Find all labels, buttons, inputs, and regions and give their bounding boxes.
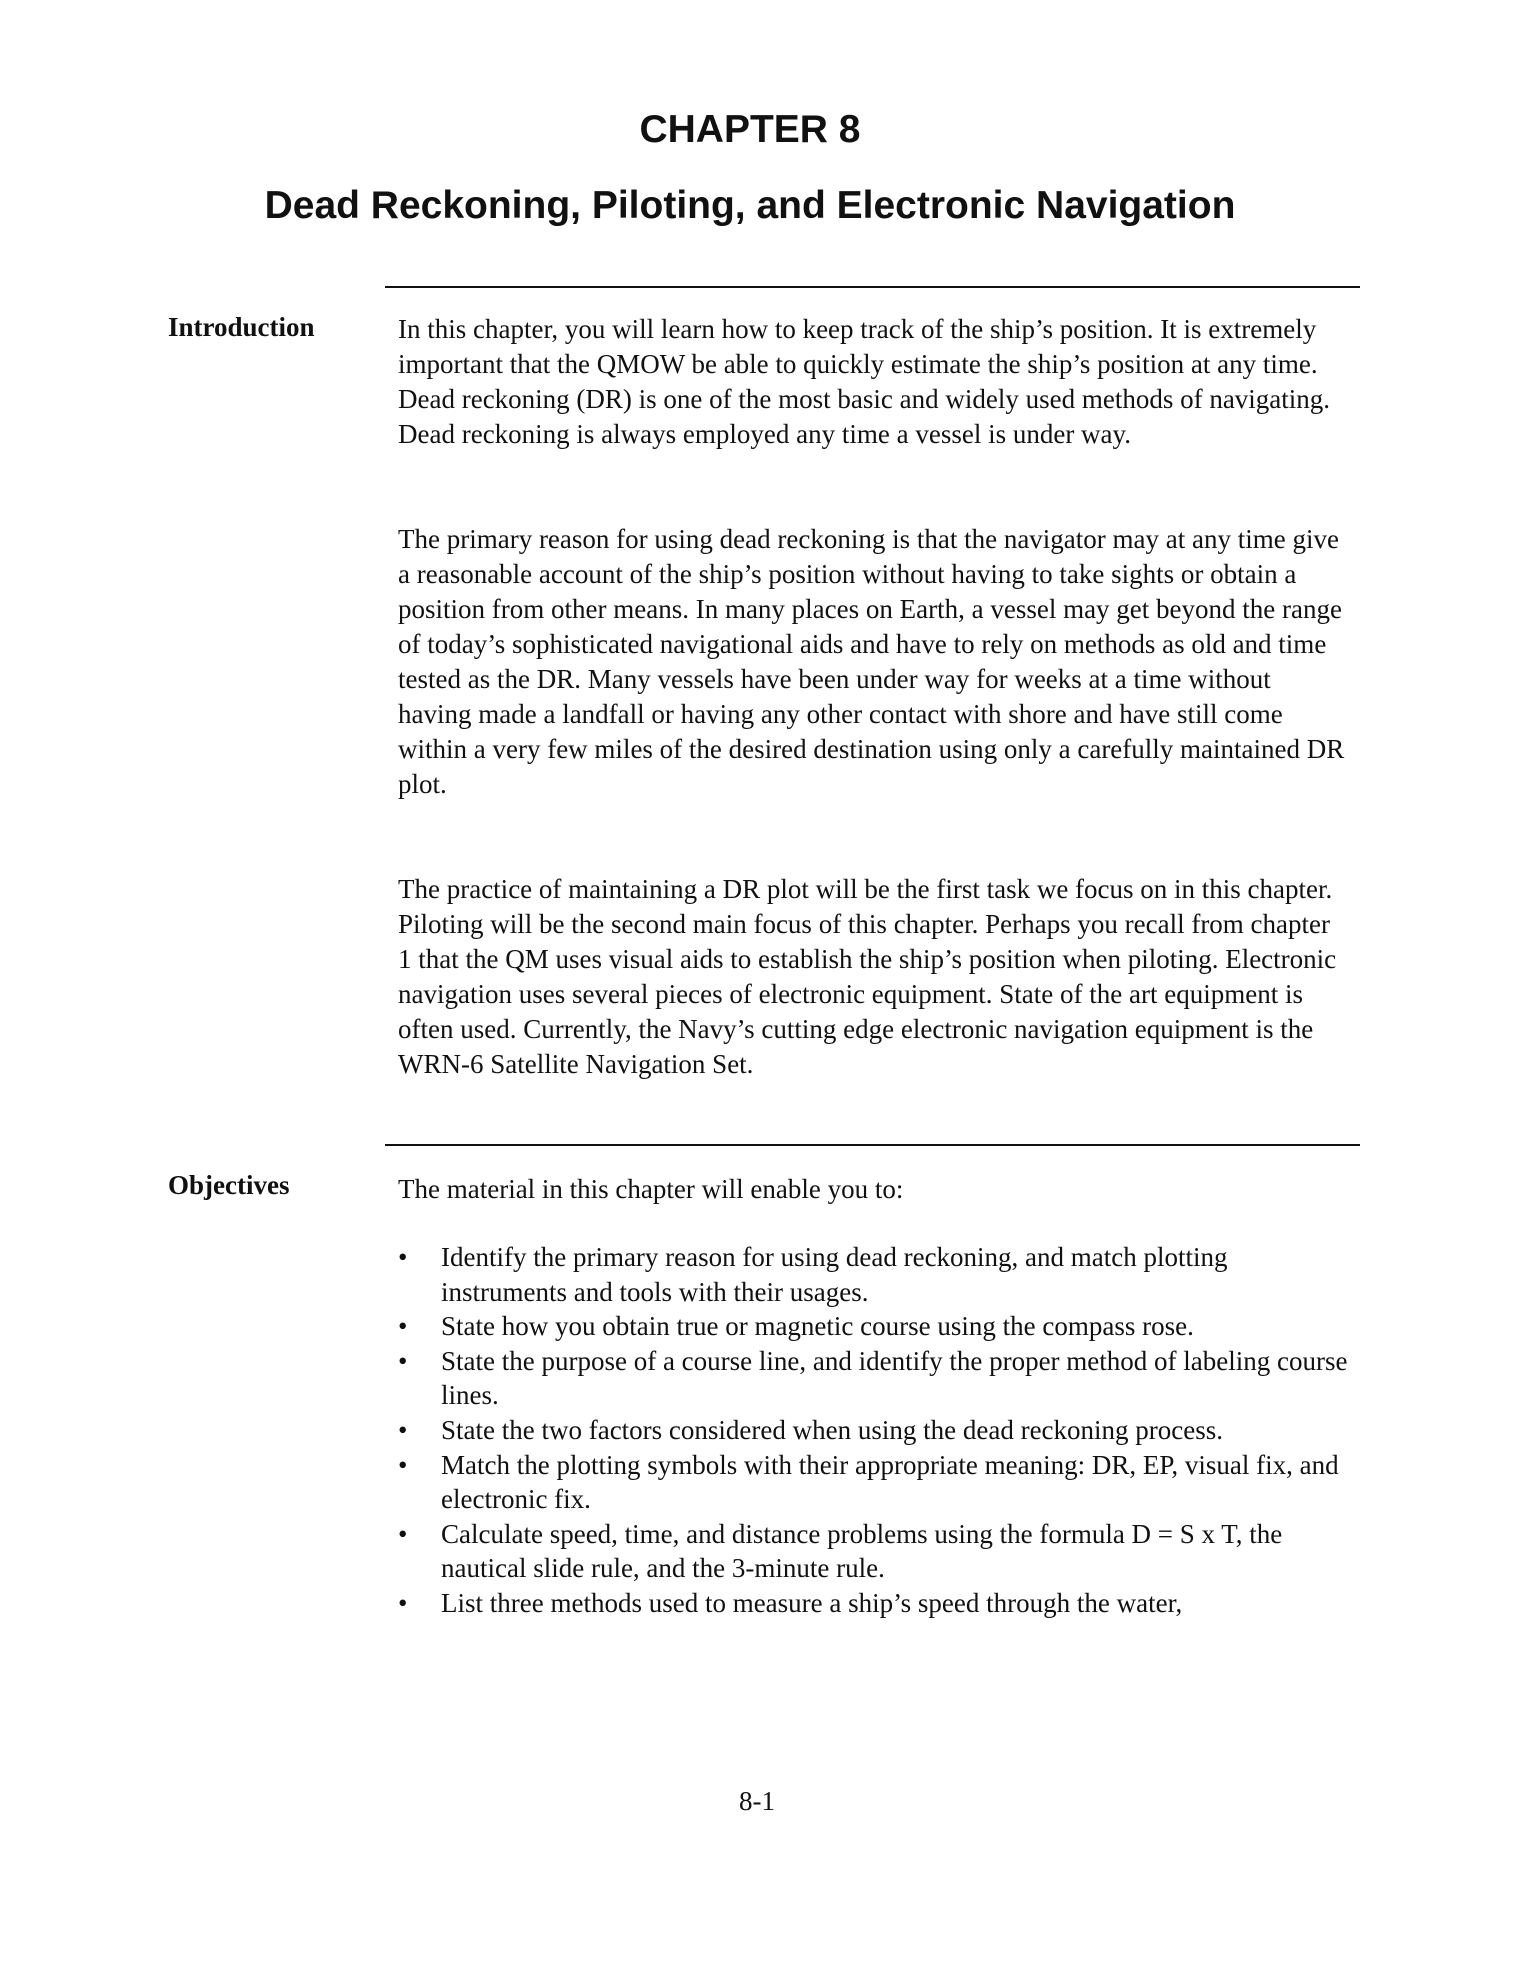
section-divider bbox=[385, 286, 1360, 288]
objective-item bbox=[398, 1413, 1348, 1448]
page-number: 8-1 bbox=[739, 1786, 775, 1816]
bullet-icon: • bbox=[398, 1345, 408, 1376]
chapter-title: Dead Reckoning, Piloting, and Electronic Navigation bbox=[264, 184, 1236, 227]
introduction-label: Introduction bbox=[168, 312, 315, 342]
objective-text: State how you obtain true or magnetic course using the compass rose. bbox=[441, 1311, 1194, 1342]
objective-item bbox=[398, 1309, 1348, 1344]
objective-item bbox=[398, 1344, 1348, 1413]
bullet-icon: • bbox=[398, 1242, 408, 1272]
bullet-icon: • bbox=[398, 1311, 408, 1342]
section-divider bbox=[385, 1144, 1360, 1146]
introduction-paragraph: The primary reason for using dead reckoning is that the navigator may at any time give a reasonable account of the ship’s position without having to take sights or obtain a position from other means. In many places on Earth, a vessel may get beyond the range of today’s sophisticated navigational aids and have to rely on methods as old and time tested as the DR. Many vessels have been under way for weeks at a time without having made a landfall or having any other contact with shore and have still come within a very few miles of the desired destination using only a carefully maintained DR plot. bbox=[398, 524, 1345, 799]
chapter-number: CHAPTER 8 bbox=[639, 108, 861, 151]
objective-item bbox=[398, 1517, 1348, 1586]
bullet-icon: • bbox=[398, 1414, 408, 1445]
objective-item bbox=[398, 1240, 1348, 1309]
objective-text: State the purpose of a course line, and identify the proper method of labeling course lines. bbox=[441, 1345, 1348, 1411]
objective-text: State the two factors considered when using the dead reckoning process. bbox=[441, 1414, 1224, 1445]
objective-text: List three methods used to measure a ship’s speed through the water, bbox=[441, 1587, 1183, 1618]
introduction-paragraph: The practice of maintaining a DR plot will be the first task we focus on in this chapter. Piloting will be the second main focus of this chapter. Perhaps you recall from chapter 1 that the QM uses visual aids to establish the ship’s position when piloting. Electronic navigation uses several pieces of electronic equipment. State of the art equipment is often used. Currently, the Navy’s cutting edge electronic navigation equipment is the WRN-6 Satellite Navigation Set. bbox=[398, 874, 1337, 1079]
objective-text: Calculate speed, time, and distance problems using the formula D = S x T, the nautical slide rule, and the 3-minute rule. bbox=[441, 1518, 1283, 1584]
objectives-list bbox=[398, 1240, 1348, 1621]
objectives-label: Objectives bbox=[168, 1170, 290, 1200]
objective-text: Identify the primary reason for using dead reckoning, and match plotting instruments and tools with their usages. bbox=[441, 1242, 1228, 1307]
objective-item bbox=[398, 1448, 1348, 1517]
objective-text: Match the plotting symbols with their appropriate meaning: DR, EP, visual fix, and electronic fix. bbox=[441, 1449, 1339, 1515]
objectives-intro: The material in this chapter will enable you to: bbox=[398, 1174, 904, 1204]
bullet-icon: • bbox=[398, 1449, 408, 1480]
objective-item bbox=[398, 1586, 1348, 1621]
introduction-paragraph: In this chapter, you will learn how to keep track of the ship’s position. It is extremely important that the QMOW be able to quickly estimate the ship’s position at any time. Dead reckoning (DR) is one of the most basic and widely used methods of navigating. Dead reckoning is always employed any time a vessel is under way. bbox=[398, 314, 1331, 449]
bullet-icon: • bbox=[398, 1518, 408, 1549]
bullet-icon: • bbox=[398, 1587, 408, 1618]
